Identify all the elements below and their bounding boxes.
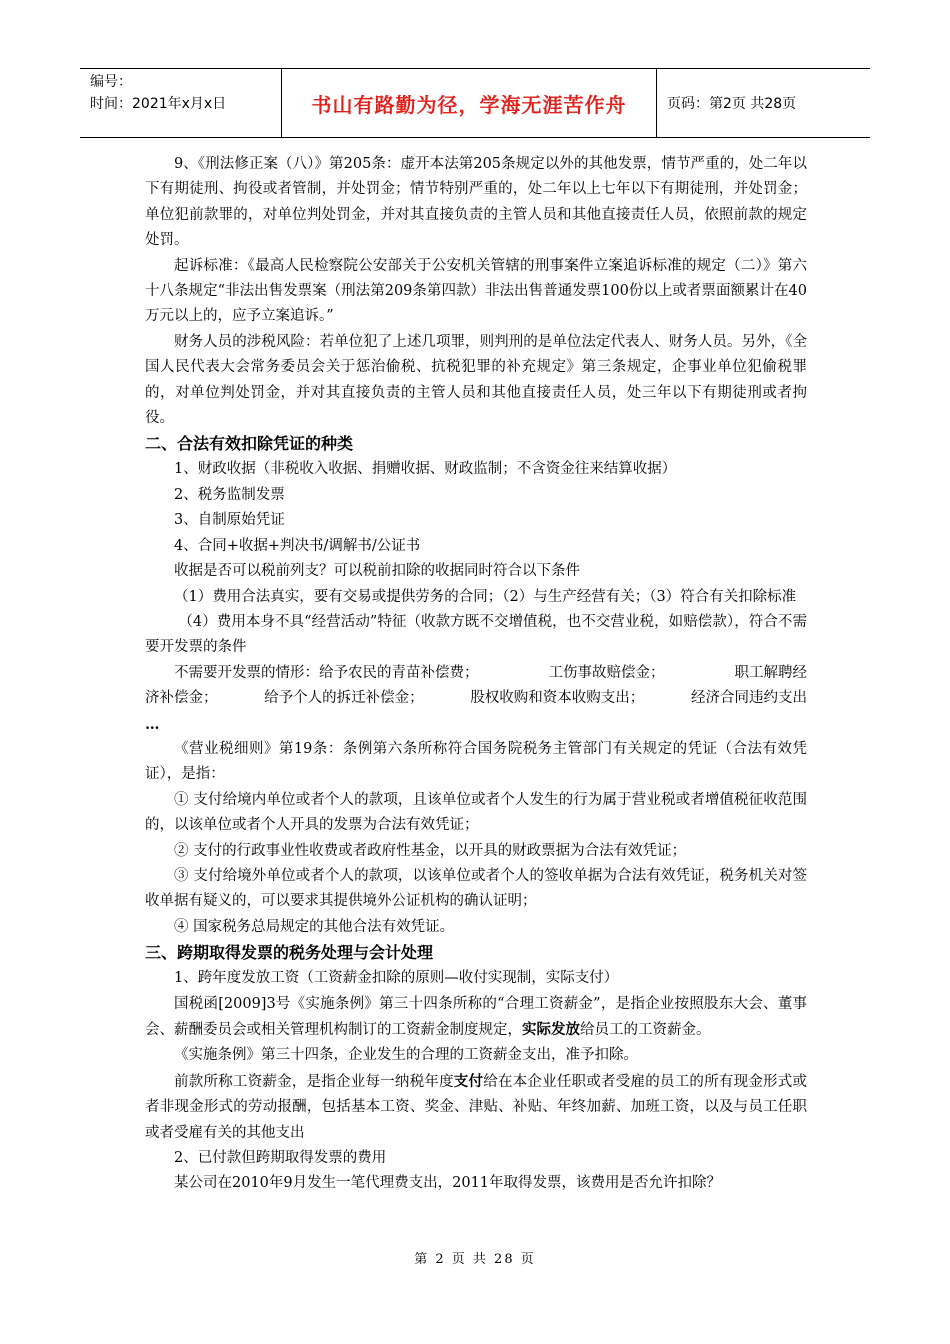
paragraph: 收据是否可以税前列支？可以税前扣除的收据同时符合以下条件 — [174, 563, 580, 580]
text-span: 职工解聘经 — [734, 664, 807, 681]
header-meta — [80, 69, 282, 137]
text-span: 济补偿金； — [145, 690, 218, 707]
text-span: 工伤事故赔偿金； — [548, 664, 665, 681]
rule-item: ② 支付的行政事业性收费或者政府性基金，以开具的财政票据为合法有效凭证； — [174, 842, 687, 859]
list-item: 1、财政收据（非税收入收据、捐赠收据、财政监制；不含资金往来结算收据） — [174, 461, 677, 478]
list-item: 2、已付款但跨期取得发票的费用 — [174, 1150, 387, 1167]
text-span: 前款所称工资薪金，是指企业每一纳税年度 — [174, 1073, 454, 1090]
text-span: 给予个人的拆迁补偿金； — [264, 690, 424, 707]
emphasis: 实际发放 — [522, 1021, 580, 1038]
list-item: 2、税务监制发票 — [174, 486, 285, 503]
paragraph: 起诉标准：《最高人民检察院公安部关于公安机关管辖的刑事案件立案追诉标准的规定（二）》第六十八条规定“非法出售发票案（刑法第209条第四款）非法出售普通发票100份以上或者票面额累计在40万元以上的，应予立案追诉。” — [145, 257, 807, 325]
paragraph: 财务人员的涉税风险：若单位犯了上述几项罪，则判刑的是单位法定代表人、财务人员。另外，《全国人民代表大会常务委员会关于惩治偷税、抗税犯罪的补充规定》第三条规定，企事业单位犯偷税罪的，对单位判处罚金，并对其直接负责的主管人员和其他直接责任人员，处三年以下有期徒刑或者拘役。 — [145, 333, 807, 427]
page-header — [80, 68, 870, 138]
document-body — [145, 152, 807, 1197]
paragraph — [145, 1069, 807, 1146]
ellipsis: … — [145, 715, 160, 733]
header-motto: 书山有路勤为径，学海无涯苦作舟 — [282, 69, 657, 137]
text-span: 给在本企业任职或者受雇的员工的所有现金形式或者非现金形式的劳动报酬，包括基本工资、奖金、津贴、补贴、年终加薪、加班工资，以及与员工任职或者受雇有关的其他支出 — [145, 1073, 807, 1141]
paragraph: 某公司在2010年9月发生一笔代理费支出，2011年取得发票，该费用是否允许扣除？ — [174, 1175, 722, 1192]
text-span: 经济合同违约支出 — [690, 690, 807, 707]
header-page-info: 页码：第2页 共28页 — [667, 96, 797, 112]
list-item: 3、自制原始凭证 — [174, 512, 285, 529]
condition-item: （4）费用本身不具“经营活动”特征（收款方既不交增值税，也不交营业税，如赔偿款），符合不需要开发票的条件 — [145, 613, 807, 656]
doc-date: 时间：2021年x月x日 — [90, 96, 227, 112]
emphasis: 支付 — [453, 1072, 484, 1090]
text-span: 股权收购和资本收购支出； — [470, 690, 645, 707]
rule-item: ④ 国家税务总局规定的其他合法有效凭证。 — [174, 918, 455, 935]
paragraph — [145, 992, 807, 1044]
section-heading: 二、合法有效扣除凭证的种类 — [145, 434, 354, 454]
rule-item: ③ 支付给境外单位或者个人的款项，以该单位或者个人的签收单据为合法有效凭证，税务机关对签收单据有疑义的，可以要求其提供境外公证机构的确认证明； — [145, 867, 807, 910]
rule-item: ① 支付给境内单位或者个人的款项，且该单位或者个人发生的行为属于营业税或者增值税征收范围的，以该单位或者个人开具的发票为合法有效凭证； — [145, 791, 807, 834]
list-item: 4、合同+收据+判决书/调解书/公证书 — [174, 537, 421, 554]
paragraph: 9、《刑法修正案（八）》第205条：虚开本法第205条规定以外的其他发票，情节严重的，处二年以下有期徒刑、拘役或者管制，并处罚金；情节特别严重的，处二年以上七年以下有期徒刑，并处罚金；单位犯前款罪的，对单位判处罚金，并对其直接负责的主管人员和其他直接责任人员，依照前款的规定处罚。 — [145, 156, 807, 249]
page-footer: 第 2 页 共 28 页 — [414, 1252, 536, 1267]
list-item: 1、跨年度发放工资（工资薪金扣除的原则—收付实现制，实际支付） — [174, 970, 619, 987]
paragraph: 《营业税细则》第19条：条例第六条所称符合国务院税务主管部门有关规定的凭证（合法有效凭证），是指： — [145, 740, 807, 783]
condition-item: （1）费用合法真实，要有交易或提供劳务的合同；（2）与生产经营有关；（3）符合有关扣除标准 — [174, 588, 797, 605]
text-span: 国税函[2009]3号《实施条例》第三十四条所称的“合理工资薪金”，是指企业按照股东大会、董事会、薪酬委员会或相关管理机构制订的工资薪金制度规定， — [145, 995, 807, 1038]
no-invoice-line — [145, 661, 807, 686]
paragraph: 《实施条例》第三十四条，企业发生的合理的工资薪金支出，准予扣除。 — [174, 1047, 638, 1064]
text-span: 不需要开发票的情形：给予农民的青苗补偿费； — [174, 664, 479, 681]
no-invoice-line — [145, 686, 807, 711]
section-heading: 三、跨期取得发票的税务处理与会计处理 — [145, 943, 434, 963]
text-span: 给员工的工资薪金。 — [580, 1022, 711, 1038]
doc-number-label: 编号： — [90, 74, 132, 90]
